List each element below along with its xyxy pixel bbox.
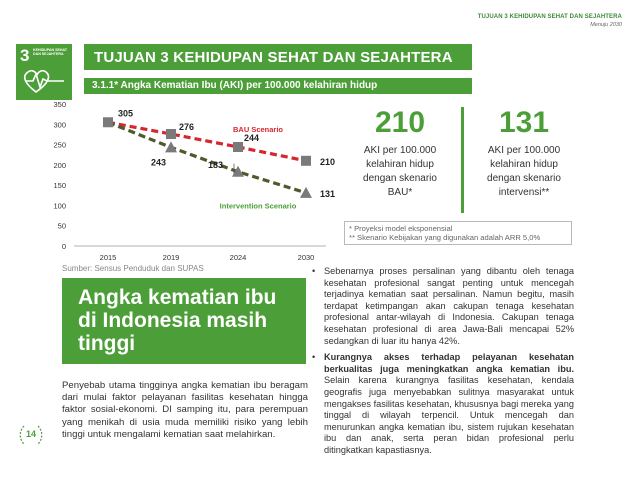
- notes-box: [344, 221, 572, 245]
- stat-intervention-line: kelahiran hidup: [490, 159, 558, 170]
- page-title: TUJUAN 3 KEHIDUPAN SEHAT DAN SEJAHTERA: [94, 49, 453, 66]
- y-tick-label: 200: [53, 160, 66, 170]
- stat-bau: [346, 106, 454, 200]
- stat-intervention: [472, 106, 576, 200]
- bullet-text: Selain karena kurangnya fasilitas kesehatan, kendala geografis juga menyebabkan sulitnya masyarakat untuk mengakses fasilitas kesehatan, khususnya bagi mereka yang tinggal di wilayah terpencil. Untuk mencegah dan menurunkan angka kematian ibu, sistem rujukan kesehatan ibu dan anak, serta peran bidan profesional perlu ditingkatkan kapastiasnya.: [324, 375, 574, 455]
- sdg-number: 3: [20, 46, 30, 65]
- bullet-list: [312, 266, 574, 462]
- subtitle-bar: [84, 78, 472, 94]
- note-line: * Proyeksi model eksponensial: [349, 224, 453, 233]
- stats-divider: [461, 107, 464, 213]
- bullet-bold: Kurangnya akses terhadap pelayanan kesehatan berkualitas juga meningkatkan angka kematian ibu.: [324, 352, 574, 374]
- section-heading-box: [62, 278, 306, 364]
- x-tick-label: 2015: [99, 253, 117, 262]
- y-tick-label: 250: [53, 140, 66, 150]
- x-tick-label: 2030: [297, 253, 315, 262]
- data-label: 276: [179, 122, 195, 133]
- bau-marker: [166, 129, 176, 139]
- stat-bau-line: AKI per 100.000: [363, 145, 437, 156]
- stat-intervention-value: 131: [498, 106, 550, 139]
- chart-source: Sumber: Sensus Penduduk dan SUPAS: [62, 264, 204, 273]
- y-tick-label: 150: [53, 181, 66, 191]
- data-label: 183: [208, 159, 224, 170]
- y-tick-label: 0: [61, 242, 66, 251]
- x-tick-label: 2024: [229, 253, 247, 262]
- page-number-badge: [18, 422, 44, 448]
- x-tick-label: 2019: [162, 253, 180, 262]
- header-tagline: [478, 14, 622, 28]
- bullet-dot-icon: •: [312, 352, 316, 363]
- stat-bau-line: BAU*: [387, 187, 413, 198]
- data-label: 131: [320, 188, 336, 199]
- y-tick-label: 300: [53, 120, 66, 130]
- data-labels: [118, 108, 335, 199]
- page-number: 14: [25, 429, 36, 439]
- bau-marker: [103, 117, 113, 127]
- data-label: 244: [244, 133, 260, 144]
- bullet-item: [312, 352, 574, 456]
- intervention-series-name: Intervention Scenario: [219, 201, 297, 211]
- page-title-bar: [84, 44, 472, 70]
- note-line: ** Skenario Kebijakan yang digunakan adalah ARR 5,0%: [349, 233, 541, 242]
- intervention-marker: [300, 187, 312, 198]
- stat-intervention-desc: [472, 144, 576, 200]
- stat-intervention-line: intervensi**: [498, 187, 550, 198]
- stat-bau-desc: [346, 144, 454, 200]
- bau-marker: [233, 142, 243, 152]
- y-tick-label: 50: [57, 221, 66, 231]
- sdg-label: KEHIDUPAN SEHAT DAN SEJAHTERA: [33, 48, 68, 57]
- heartbeat-icon: [22, 68, 66, 94]
- bullet-dot-icon: •: [312, 266, 316, 276]
- chart-subtitle: 3.1.1* Angka Kematian Ibu (AKI) per 100.000 kelahiran hidup: [92, 80, 378, 91]
- section-heading: Angka kematian ibu di Indonesia masih tinggi: [78, 286, 277, 355]
- header-tag-subtitle: Menuju 2030: [590, 22, 622, 28]
- stat-bau-line: kelahiran hidup: [366, 159, 434, 170]
- bullet-text: Sebenarnya proses persalinan yang dibantu oleh tenaga kesehatan profesional sangat penting untuk mencegah terjadinya kematian saat persalinan. Namun begitu, masih terdapat ketimpangan akan cakupan tenaga kesehatan profesional antar-wilayah di Indonesia. Cakupan tenaga kesehatan profesional di area Jawa-Bali mencapai 52% sedangkan di luar itu hanya 42%.: [324, 266, 574, 346]
- data-label: 210: [320, 156, 336, 167]
- bullet-item: [312, 266, 574, 347]
- y-tick-label: 350: [53, 100, 66, 109]
- stat-intervention-line: dengan skenario: [487, 173, 561, 184]
- data-label: 243: [151, 157, 167, 168]
- intervention-marker: [165, 141, 177, 152]
- stat-bau-line: dengan skenario: [363, 173, 437, 184]
- bau-series-name: BAU Scenario: [232, 124, 284, 134]
- aki-line-chart: [26, 96, 342, 266]
- y-tick-label: 100: [53, 201, 66, 211]
- data-label: 305: [118, 108, 134, 119]
- bau-marker: [301, 156, 311, 166]
- body-paragraph: Penyebab utama tingginya angka kematian ibu beragam dari mulai faktor pelayanan fasilitas kesehatan hingga faktor sosial-ekonomi. DI samping itu, para perempuan yang menikah di usia muda memiliki risiko yang lebih tinggi untuk mengalami kematian saat melahirkan.: [62, 380, 308, 440]
- x-axis: [100, 253, 315, 262]
- stat-bau-value: 210: [374, 106, 426, 139]
- header-tag-title: TUJUAN 3 KEHIDUPAN SEHAT DAN SEJAHTERA: [477, 14, 622, 20]
- stat-intervention-line: AKI per 100.000: [487, 145, 561, 156]
- sdg-badge: [16, 44, 72, 100]
